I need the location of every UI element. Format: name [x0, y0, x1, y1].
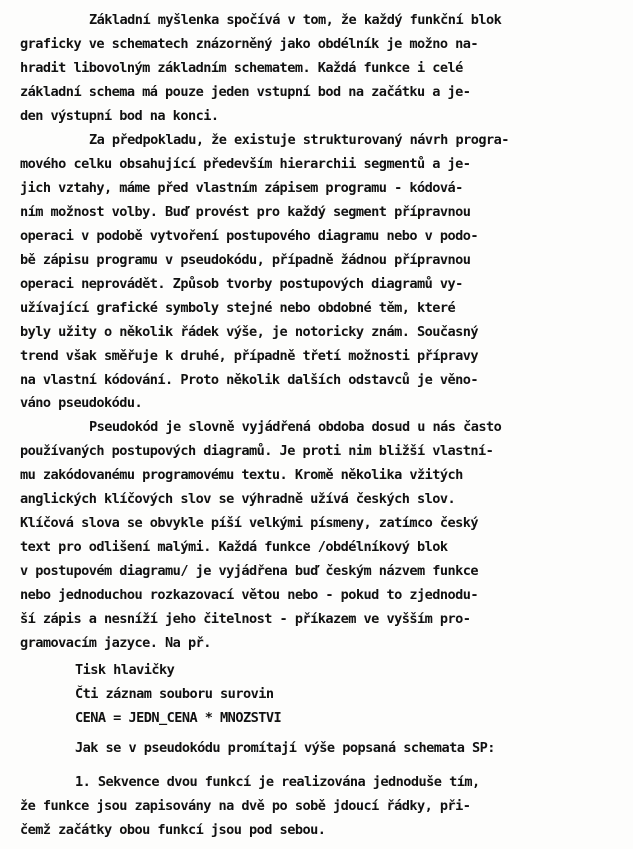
code-line: Čti záznam souboru surovin: [75, 686, 274, 702]
text-line: byly užity o několik řádek výše, je notoricky znám. Současný: [20, 324, 479, 340]
text-line: den výstupní bod na konci.: [20, 108, 219, 124]
text-line: nebo jednoduchou rozkazovací větou nebo - pokud to zjednodu-: [20, 587, 479, 603]
text-line: používaných postupových diagramů. Je proti nim bližší vlastní-: [20, 443, 494, 459]
text-line: operaci neprovádět. Způsob tvorby postupových diagramů vy-: [20, 276, 463, 292]
text-line: ší zápis a nesníží jeho čitelnost - příkazem ve vyšším pro-: [20, 611, 471, 627]
text-line: gramovacím jazyce. Na př.: [20, 635, 211, 651]
text-line: základní schema má pouze jeden vstupní bod na začátku a je-: [20, 84, 471, 100]
text-line: anglických klíčových slov se výhradně užívá českých slov.: [20, 491, 456, 507]
text-line: bě zápisu programu v pseudokódu, případně žádnou přípravnou: [20, 252, 471, 268]
text-line: text pro odlišení malými. Každá funkce /obdélníkový blok: [20, 539, 448, 555]
text-line: 1. Sekvence dvou funkcí je realizována jednoduše tím,: [75, 774, 480, 790]
text-line: že funkce jsou zapisovány na dvě po sobě jdoucí řádky, při-: [20, 798, 471, 814]
text-line: Základní myšlenka spočívá v tom, že každý funkční blok: [89, 12, 502, 28]
text-line: Jak se v pseudokódu promítají výše popsaná schemata SP:: [75, 740, 495, 756]
text-line: Za předpokladu, že existuje strukturovaný návrh progra-: [89, 132, 509, 148]
text-line: operaci v podobě vytvoření postupového diagramu nebo v podo-: [20, 228, 479, 244]
text-line: jich vztahy, máme před vlastním zápisem programu - kódová-: [20, 180, 463, 196]
code-line: Tisk hlavičky: [75, 662, 175, 678]
text-line: mového celku obsahující především hierarchii segmentů a je-: [20, 156, 471, 172]
text-line: na vlastní kódování. Proto několik dalších odstavců je věno-: [20, 372, 479, 388]
text-line: užívající grafické symboly stejné nebo obdobné těm, které: [20, 300, 456, 316]
text-line: v postupovém diagramu/ je vyjádřena buď českým názvem funkce: [20, 563, 479, 579]
text-line: Pseudokód je slovně vyjádřená obdoba dosud u nás často: [89, 419, 502, 435]
text-line: mu zakódovanému programovému textu. Kromě několika vžitých: [20, 467, 463, 483]
text-line: Klíčová slova se obvykle píší velkými písmeny, zatímco český: [20, 515, 479, 531]
text-line: graficky ve schematech znázorněný jako obdélník je možno na-: [20, 36, 479, 52]
text-line: váno pseudokódu.: [20, 395, 143, 411]
text-line: hradit libovolným základním schematem. Každá funkce i celé: [20, 60, 463, 76]
text-line: ním možnost volby. Buď provést pro každý segment přípravnou: [20, 204, 471, 220]
text-line: trend však směřuje k druhé, případně třetí možnosti přípravy: [20, 348, 479, 364]
text-line: čemž začátky obou funkcí jsou pod sebou.: [20, 822, 326, 838]
code-line: CENA = JEDN_CENA * MNOZSTVI: [75, 710, 282, 726]
